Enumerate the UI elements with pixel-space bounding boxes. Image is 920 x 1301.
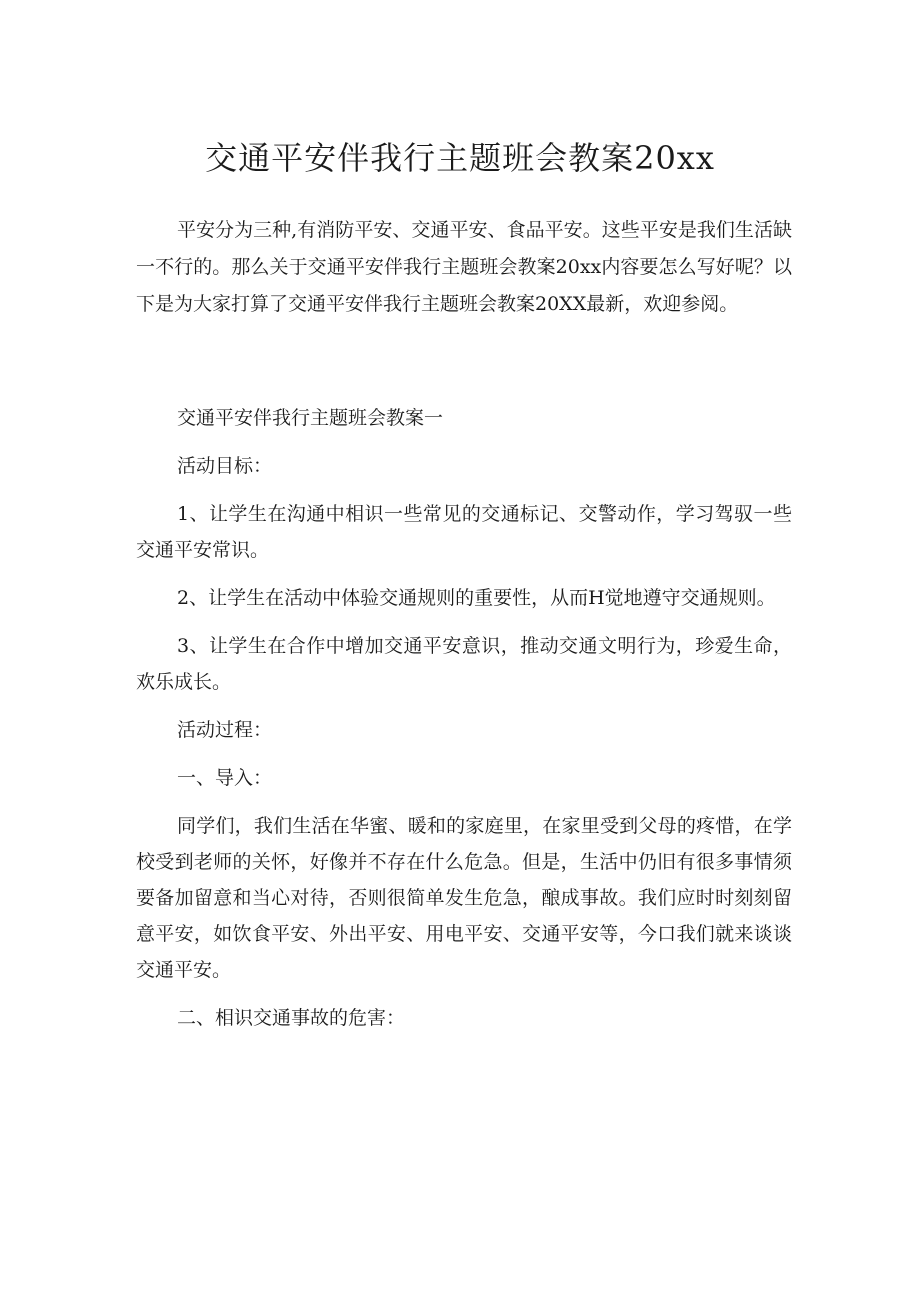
goal-item-1: 1、让学生在沟通中相识一些常见的交通标记、交警动作，学习驾驭一些交通平安常识。: [136, 503, 792, 561]
process-heading: 活动过程：: [177, 719, 273, 741]
goal-item-2: 2、让学生在活动中体验交通规则的重要性，从而H觉地遵守交通规则。: [177, 587, 776, 609]
intro-paragraph: 平安分为三种,有消防平安、交通平安、食品平安。这些平安是我们生活缺一不行的。那么关于交通平安伴我行主题班会教案20xx内容要怎么写好呢？以下是为大家打算了交通平安伴我行主题班会教案20XX最新，欢迎参阅。: [136, 219, 792, 315]
step-2-heading: 二、相识交通事故的危害：: [177, 1007, 406, 1029]
section-heading: 交通平安伴我行主题班会教案一: [177, 407, 444, 429]
document-body: [136, 212, 792, 1048]
document-title: 交通平安伴我行主题班会教案20xx: [205, 139, 715, 177]
goals-heading: 活动目标：: [177, 455, 273, 477]
goal-item-3: 3、让学生在合作中增加交通平安意识，推动交通文明行为，珍爱生命，欢乐成长。: [136, 635, 792, 693]
step-1-paragraph: 同学们，我们生活在华蜜、暖和的家庭里，在家里受到父母的疼惜，在学校受到老师的关怀，好像并不存在什么危急。但是，生活中仍旧有很多事情须要备加留意和当心对待，否则很简单发生危急，酿成事故。我们应时时刻刻留意平安，如饮食平安、外出平安、用电平安、交通平安等，今口我们就来谈谈交通平安。: [136, 815, 792, 981]
step-1-heading: 一、导入：: [177, 767, 273, 789]
